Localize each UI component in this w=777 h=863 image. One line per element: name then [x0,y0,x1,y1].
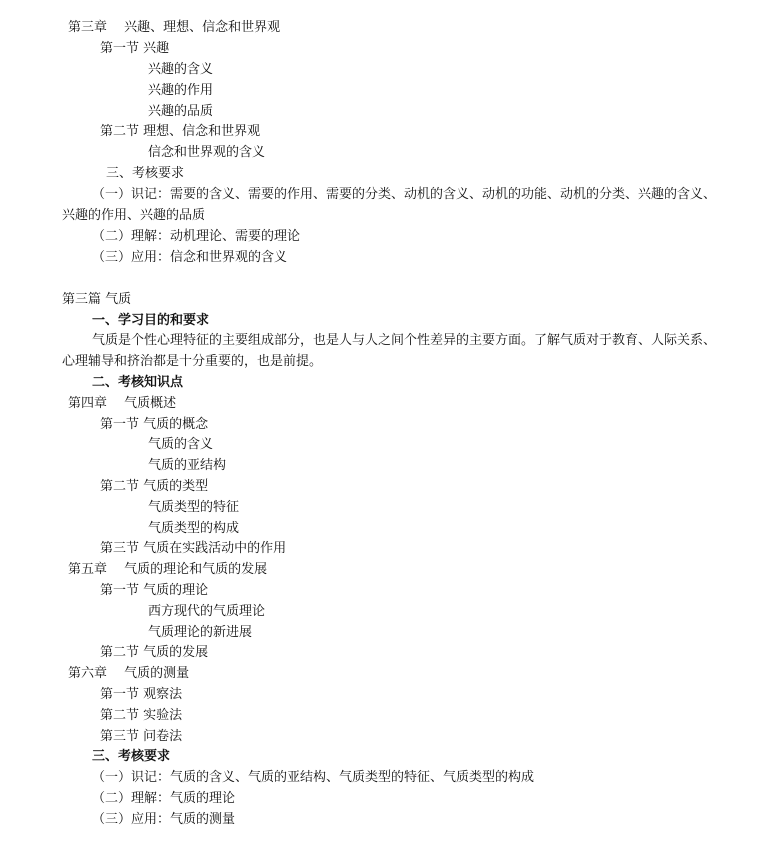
knowledge-points-heading: 二、考核知识点 [92,375,184,390]
req2-apply: （三）应用：气质的测量 [92,812,236,827]
ch3-section-2: 第二节 理想、信念和世界观 [100,124,261,139]
goals-text-line-2: 心理辅导和挤治都是十分重要的，也是前提。 [62,354,323,369]
ch4-s1-item: 气质的含义 [148,437,214,452]
requirements-heading-2: 三、考核要求 [92,749,171,764]
goals-heading: 一、学习目的和要求 [92,313,210,328]
chapter-3-title: 第三章 兴趣、理想、信念和世界观 [68,20,281,35]
ch6-section-3: 第三节 问卷法 [100,729,183,744]
ch4-s2-item: 气质类型的特征 [148,500,240,515]
ch4-s2-item: 气质类型的构成 [148,521,240,536]
ch6-section-2: 第二节 实验法 [100,708,183,723]
req2-understand: （二）理解：气质的理论 [92,791,236,806]
ch3-section-1: 第一节 兴趣 [100,41,170,56]
ch5-section-2: 第二节 气质的发展 [100,645,209,660]
req2-recall: （一）识记：气质的含义、气质的亚结构、气质类型的特征、气质类型的构成 [92,770,535,785]
ch4-section-3: 第三节 气质在实践活动中的作用 [100,541,287,556]
part-3-title: 第三篇 气质 [62,292,132,307]
chapter-5-title: 第五章 气质的理论和气质的发展 [68,562,268,577]
chapter-4-title: 第四章 气质概述 [68,396,177,411]
ch5-s1-item: 气质理论的新进展 [148,625,253,640]
req1-apply: （三）应用：信念和世界观的含义 [92,250,288,265]
requirements-heading: 三、考核要求 [106,166,185,181]
req1-recall-line-1: （一）识记：需要的含义、需要的作用、需要的分类、动机的含义、动机的功能、动机的分类、兴趣的含义、 [92,187,717,202]
ch4-section-1: 第一节 气质的概念 [100,417,209,432]
ch5-section-1: 第一节 气质的理论 [100,583,209,598]
req1-understand: （二）理解：动机理论、需要的理论 [92,229,301,244]
ch3-s1-item: 兴趣的品质 [148,104,214,119]
ch5-s1-item: 西方现代的气质理论 [148,604,266,619]
ch4-section-2: 第二节 气质的类型 [100,479,209,494]
chapter-6-title: 第六章 气质的测量 [68,666,190,681]
ch6-section-1: 第一节 观察法 [100,687,183,702]
req1-recall-line-2: 兴趣的作用、兴趣的品质 [62,208,206,223]
ch3-s1-item: 兴趣的作用 [148,83,214,98]
goals-text-line-1: 气质是个性心理特征的主要组成部分，也是人与人之间个性差异的主要方面。了解气质对于教育、人际关系、 [92,333,717,348]
ch4-s1-item: 气质的亚结构 [148,458,227,473]
ch3-s1-item: 兴趣的含义 [148,62,214,77]
ch3-s2-item: 信念和世界观的含义 [148,145,266,160]
